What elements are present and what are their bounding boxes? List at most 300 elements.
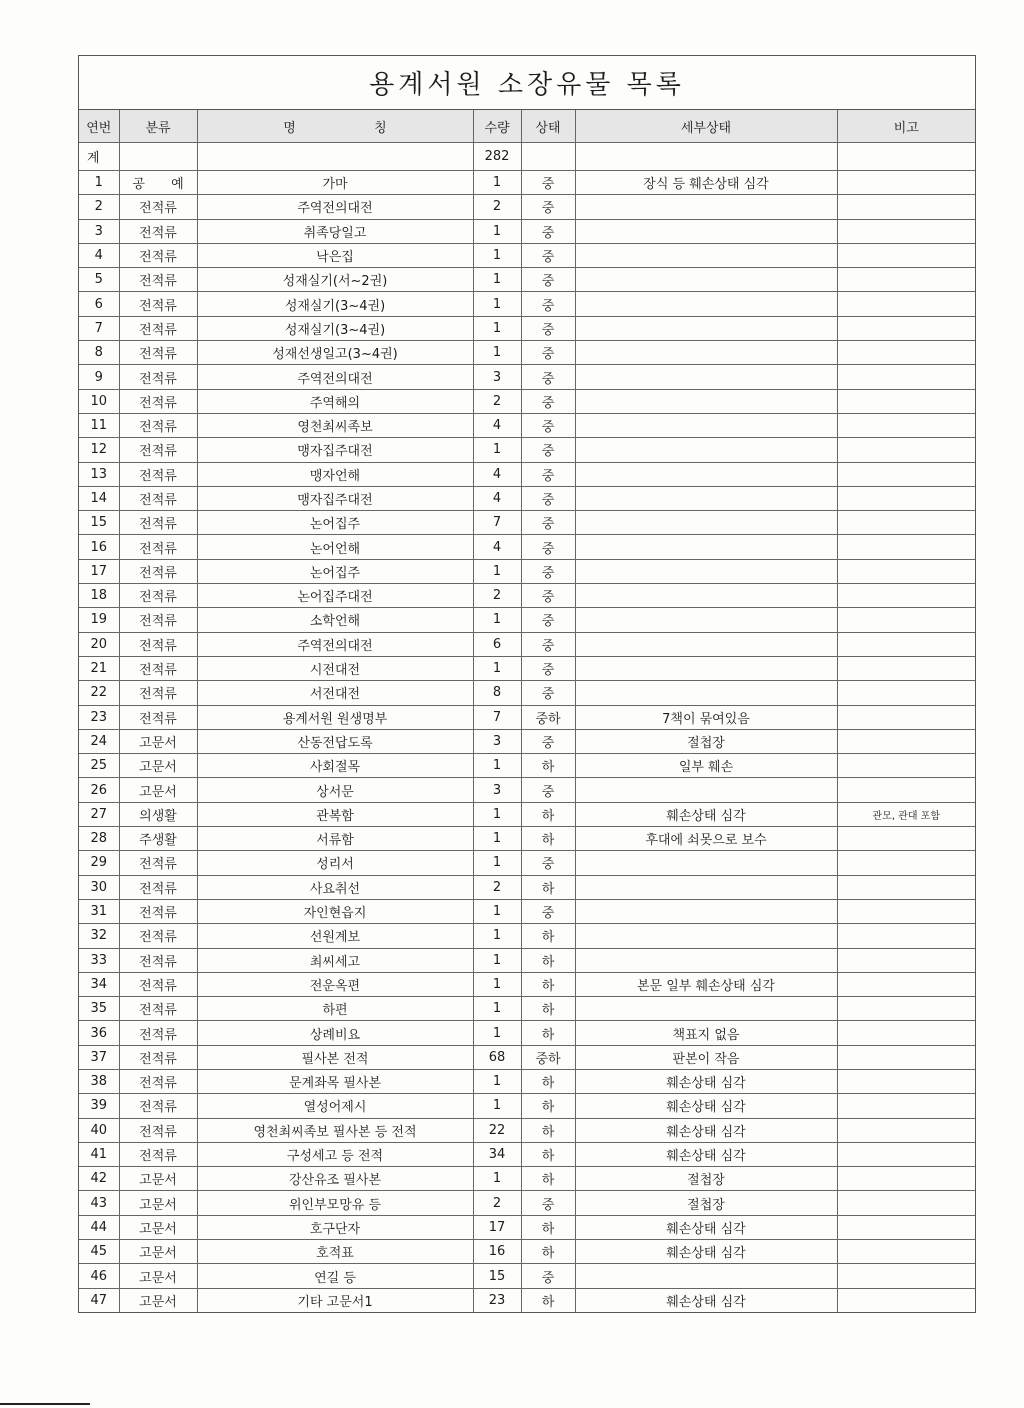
cell-state: 하	[521, 827, 575, 851]
cell-detail	[575, 462, 837, 486]
cell-category: 고문서	[119, 1264, 197, 1288]
cell-qty: 1	[473, 219, 521, 243]
cell-qty: 1	[473, 802, 521, 826]
cell-state: 중하	[521, 705, 575, 729]
cell-note	[837, 341, 975, 365]
cell-note	[837, 365, 975, 389]
cell-name: 성재실기(3~4권)	[197, 316, 473, 340]
cell-category: 전적류	[119, 632, 197, 656]
cell-note	[837, 219, 975, 243]
table-row	[79, 656, 975, 680]
cell-state: 중	[521, 195, 575, 219]
cell-state: 하	[521, 1215, 575, 1239]
cell-note	[837, 851, 975, 875]
header-name	[197, 110, 473, 143]
table-row	[79, 681, 975, 705]
cell-detail: 훼손상태 심각	[575, 1118, 837, 1142]
cell-note	[837, 705, 975, 729]
table-row	[79, 511, 975, 535]
table-row	[79, 292, 975, 316]
table-row	[79, 899, 975, 923]
cell-name: 열성어제시	[197, 1094, 473, 1118]
cell-detail: 본문 일부 훼손상태 심각	[575, 972, 837, 996]
cell-detail	[575, 924, 837, 948]
cell-detail	[575, 875, 837, 899]
cell-name: 관복함	[197, 802, 473, 826]
cell-note	[837, 195, 975, 219]
table-row	[79, 1118, 975, 1142]
cell-no: 39	[79, 1094, 119, 1118]
cell-state: 중	[521, 656, 575, 680]
scan-edge-mark	[0, 1403, 90, 1405]
cell-note	[837, 1118, 975, 1142]
cell-note	[837, 875, 975, 899]
cell-qty: 1	[473, 997, 521, 1021]
cell-qty: 17	[473, 1215, 521, 1239]
cell-detail: 7책이 묶여있음	[575, 705, 837, 729]
table-row	[79, 243, 975, 267]
cell-qty: 7	[473, 511, 521, 535]
cell-category: 전적류	[119, 924, 197, 948]
cell-name: 자인현읍지	[197, 899, 473, 923]
cell-category: 전적류	[119, 608, 197, 632]
cell-qty: 1	[473, 754, 521, 778]
table-row	[79, 559, 975, 583]
cell-qty: 4	[473, 462, 521, 486]
cell-note	[837, 1094, 975, 1118]
cell-state: 중	[521, 778, 575, 802]
cell-category: 전적류	[119, 972, 197, 996]
cell-qty: 1	[473, 656, 521, 680]
table-row	[79, 268, 975, 292]
table-row	[79, 486, 975, 510]
cell-qty: 1	[473, 1094, 521, 1118]
cell-qty: 1	[473, 438, 521, 462]
cell-detail	[575, 341, 837, 365]
document-title: 용계서원 소장유물 목록	[79, 56, 975, 110]
cell-state: 하	[521, 948, 575, 972]
cell-state: 중	[521, 535, 575, 559]
cell-state: 하	[521, 875, 575, 899]
cell-note: 관모, 관대 포함	[837, 802, 975, 826]
cell-note	[837, 389, 975, 413]
cell-detail	[575, 316, 837, 340]
cell-note	[837, 681, 975, 705]
cell-qty: 2	[473, 1191, 521, 1215]
cell-no: 26	[79, 778, 119, 802]
cell-qty: 1	[473, 1021, 521, 1045]
total-category	[119, 143, 197, 171]
cell-no: 7	[79, 316, 119, 340]
cell-no: 37	[79, 1045, 119, 1069]
cell-state: 중	[521, 341, 575, 365]
cell-no: 9	[79, 365, 119, 389]
total-detail	[575, 143, 837, 171]
cell-qty: 1	[473, 292, 521, 316]
cell-name: 낙은집	[197, 243, 473, 267]
cell-name: 연길 등	[197, 1264, 473, 1288]
cell-no: 20	[79, 632, 119, 656]
cell-name: 기타 고문서1	[197, 1288, 473, 1312]
cell-detail	[575, 268, 837, 292]
cell-qty: 34	[473, 1142, 521, 1166]
header-category: 분류	[119, 110, 197, 143]
cell-qty: 22	[473, 1118, 521, 1142]
cell-note	[837, 486, 975, 510]
cell-no: 2	[79, 195, 119, 219]
table-row	[79, 729, 975, 753]
cell-state: 중	[521, 219, 575, 243]
table-row	[79, 438, 975, 462]
cell-name: 맹자집주대전	[197, 486, 473, 510]
cell-category: 전적류	[119, 292, 197, 316]
cell-no: 46	[79, 1264, 119, 1288]
cell-name: 서전대전	[197, 681, 473, 705]
total-name	[197, 143, 473, 171]
cell-category: 전적류	[119, 1021, 197, 1045]
cell-note	[837, 1167, 975, 1191]
table-row	[79, 608, 975, 632]
cell-note	[837, 608, 975, 632]
cell-category: 전적류	[119, 875, 197, 899]
cell-detail	[575, 389, 837, 413]
cell-name: 영천최씨족보 필사본 등 전적	[197, 1118, 473, 1142]
cell-category: 전적류	[119, 559, 197, 583]
artifact-list-sheet	[78, 55, 976, 1313]
cell-detail	[575, 632, 837, 656]
cell-state: 중	[521, 171, 575, 195]
cell-category: 전적류	[119, 584, 197, 608]
cell-state: 하	[521, 1288, 575, 1312]
cell-name: 상서문	[197, 778, 473, 802]
cell-state: 중	[521, 1264, 575, 1288]
cell-qty: 1	[473, 341, 521, 365]
cell-name: 호구단자	[197, 1215, 473, 1239]
cell-category: 공 예	[119, 171, 197, 195]
cell-name: 맹자언해	[197, 462, 473, 486]
cell-no: 6	[79, 292, 119, 316]
cell-state: 하	[521, 1094, 575, 1118]
table-row	[79, 1142, 975, 1166]
table-row	[79, 535, 975, 559]
table-row	[79, 851, 975, 875]
table-row	[79, 413, 975, 437]
cell-detail: 절첩장	[575, 729, 837, 753]
cell-note	[837, 535, 975, 559]
cell-detail: 훼손상태 심각	[575, 1142, 837, 1166]
cell-no: 45	[79, 1240, 119, 1264]
cell-note	[837, 948, 975, 972]
cell-detail: 일부 훼손	[575, 754, 837, 778]
cell-category: 전적류	[119, 438, 197, 462]
cell-note	[837, 268, 975, 292]
cell-state: 중	[521, 365, 575, 389]
header-note: 비고	[837, 110, 975, 143]
cell-state: 중	[521, 899, 575, 923]
cell-state: 중	[521, 268, 575, 292]
cell-no: 28	[79, 827, 119, 851]
cell-name: 호적표	[197, 1240, 473, 1264]
cell-no: 30	[79, 875, 119, 899]
table-row	[79, 972, 975, 996]
cell-qty: 1	[473, 171, 521, 195]
cell-category: 전적류	[119, 413, 197, 437]
cell-detail	[575, 559, 837, 583]
table-row	[79, 997, 975, 1021]
cell-no: 42	[79, 1167, 119, 1191]
cell-state: 하	[521, 972, 575, 996]
cell-name: 선원계보	[197, 924, 473, 948]
cell-detail	[575, 365, 837, 389]
cell-name: 논어집주대전	[197, 584, 473, 608]
cell-state: 중	[521, 292, 575, 316]
cell-name: 영천최씨족보	[197, 413, 473, 437]
table-row	[79, 924, 975, 948]
cell-name: 서류함	[197, 827, 473, 851]
table-row	[79, 341, 975, 365]
cell-category: 전적류	[119, 462, 197, 486]
header-name-part-a: 명	[283, 120, 296, 136]
cell-no: 31	[79, 899, 119, 923]
header-qty: 수량	[473, 110, 521, 143]
cell-name: 취족당일고	[197, 219, 473, 243]
cell-category: 전적류	[119, 656, 197, 680]
total-row	[79, 143, 975, 171]
cell-no: 18	[79, 584, 119, 608]
cell-detail: 훼손상태 심각	[575, 802, 837, 826]
cell-detail	[575, 413, 837, 437]
total-state	[521, 143, 575, 171]
cell-state: 중	[521, 511, 575, 535]
cell-detail: 책표지 없음	[575, 1021, 837, 1045]
cell-note	[837, 778, 975, 802]
table-row	[79, 1045, 975, 1069]
cell-detail: 절첩장	[575, 1191, 837, 1215]
cell-note	[837, 632, 975, 656]
cell-name: 시전대전	[197, 656, 473, 680]
table-row	[79, 316, 975, 340]
cell-no: 25	[79, 754, 119, 778]
cell-state: 중	[521, 438, 575, 462]
cell-state: 중	[521, 851, 575, 875]
cell-qty: 68	[473, 1045, 521, 1069]
cell-name: 최씨세고	[197, 948, 473, 972]
cell-no: 17	[79, 559, 119, 583]
cell-detail	[575, 438, 837, 462]
cell-no: 12	[79, 438, 119, 462]
cell-category: 전적류	[119, 1069, 197, 1093]
table-row	[79, 1215, 975, 1239]
cell-qty: 3	[473, 778, 521, 802]
cell-qty: 3	[473, 365, 521, 389]
header-name-part-b: 칭	[374, 120, 387, 136]
cell-state: 하	[521, 1167, 575, 1191]
cell-state: 중	[521, 584, 575, 608]
total-note	[837, 143, 975, 171]
cell-name: 주역전의대전	[197, 195, 473, 219]
cell-no: 23	[79, 705, 119, 729]
cell-category: 고문서	[119, 1288, 197, 1312]
cell-qty: 1	[473, 851, 521, 875]
cell-qty: 1	[473, 924, 521, 948]
table-row	[79, 1069, 975, 1093]
cell-no: 3	[79, 219, 119, 243]
cell-note	[837, 413, 975, 437]
cell-category: 전적류	[119, 365, 197, 389]
cell-qty: 6	[473, 632, 521, 656]
cell-name: 맹자집주대전	[197, 438, 473, 462]
cell-no: 36	[79, 1021, 119, 1045]
cell-name: 소학언해	[197, 608, 473, 632]
cell-category: 전적류	[119, 899, 197, 923]
table-row	[79, 195, 975, 219]
cell-detail: 절첩장	[575, 1167, 837, 1191]
cell-qty: 2	[473, 389, 521, 413]
cell-name: 구성세고 등 전적	[197, 1142, 473, 1166]
cell-name: 주역전의대전	[197, 632, 473, 656]
cell-category: 전적류	[119, 268, 197, 292]
cell-qty: 2	[473, 195, 521, 219]
cell-state: 중	[521, 462, 575, 486]
cell-detail	[575, 1264, 837, 1288]
table-row	[79, 948, 975, 972]
cell-state: 중	[521, 559, 575, 583]
cell-state: 중	[521, 243, 575, 267]
cell-category: 전적류	[119, 681, 197, 705]
cell-no: 4	[79, 243, 119, 267]
cell-no: 24	[79, 729, 119, 753]
cell-note	[837, 511, 975, 535]
cell-no: 21	[79, 656, 119, 680]
cell-note	[837, 316, 975, 340]
cell-note	[837, 656, 975, 680]
cell-note	[837, 292, 975, 316]
cell-state: 중	[521, 389, 575, 413]
cell-detail	[575, 778, 837, 802]
cell-detail: 훼손상태 심각	[575, 1215, 837, 1239]
cell-no: 44	[79, 1215, 119, 1239]
cell-category: 전적류	[119, 535, 197, 559]
cell-no: 29	[79, 851, 119, 875]
cell-note	[837, 1215, 975, 1239]
cell-state: 하	[521, 997, 575, 1021]
cell-category: 전적류	[119, 486, 197, 510]
cell-name: 상례비요	[197, 1021, 473, 1045]
cell-state: 중	[521, 681, 575, 705]
cell-state: 중	[521, 486, 575, 510]
cell-detail	[575, 681, 837, 705]
cell-detail: 후대에 쇠못으로 보수	[575, 827, 837, 851]
cell-name: 성리서	[197, 851, 473, 875]
cell-state: 하	[521, 1021, 575, 1045]
cell-note	[837, 729, 975, 753]
cell-note	[837, 1264, 975, 1288]
table-row	[79, 875, 975, 899]
cell-state: 중	[521, 316, 575, 340]
total-label: 계	[79, 143, 119, 171]
cell-no: 11	[79, 413, 119, 437]
cell-note	[837, 243, 975, 267]
cell-state: 하	[521, 802, 575, 826]
cell-detail: 장식 등 훼손상태 심각	[575, 171, 837, 195]
cell-detail	[575, 656, 837, 680]
cell-qty: 1	[473, 243, 521, 267]
cell-state: 중	[521, 632, 575, 656]
cell-category: 전적류	[119, 511, 197, 535]
cell-no: 22	[79, 681, 119, 705]
total-qty: 282	[473, 143, 521, 171]
cell-qty: 4	[473, 413, 521, 437]
header-no: 연번	[79, 110, 119, 143]
cell-category: 전적류	[119, 948, 197, 972]
cell-state: 중	[521, 1191, 575, 1215]
cell-name: 주역전의대전	[197, 365, 473, 389]
table-row	[79, 754, 975, 778]
cell-qty: 1	[473, 559, 521, 583]
cell-detail	[575, 219, 837, 243]
cell-qty: 1	[473, 608, 521, 632]
artifact-table	[79, 110, 975, 1312]
cell-no: 34	[79, 972, 119, 996]
cell-state: 하	[521, 1118, 575, 1142]
cell-no: 32	[79, 924, 119, 948]
cell-detail	[575, 851, 837, 875]
cell-detail	[575, 899, 837, 923]
cell-category: 전적류	[119, 997, 197, 1021]
cell-no: 5	[79, 268, 119, 292]
header-row	[79, 110, 975, 143]
table-row	[79, 1288, 975, 1312]
table-row	[79, 632, 975, 656]
cell-name: 하편	[197, 997, 473, 1021]
cell-category: 전적류	[119, 1045, 197, 1069]
cell-qty: 1	[473, 972, 521, 996]
table-row	[79, 219, 975, 243]
table-row	[79, 365, 975, 389]
cell-name: 문계좌목 필사본	[197, 1069, 473, 1093]
cell-qty: 2	[473, 875, 521, 899]
cell-category: 전적류	[119, 316, 197, 340]
cell-note	[837, 171, 975, 195]
cell-state: 하	[521, 1240, 575, 1264]
table-row	[79, 1021, 975, 1045]
table-row	[79, 705, 975, 729]
cell-no: 15	[79, 511, 119, 535]
cell-qty: 4	[473, 535, 521, 559]
cell-detail	[575, 584, 837, 608]
cell-no: 27	[79, 802, 119, 826]
cell-qty: 1	[473, 899, 521, 923]
cell-state: 중	[521, 413, 575, 437]
cell-category: 전적류	[119, 341, 197, 365]
cell-detail	[575, 608, 837, 632]
cell-state: 하	[521, 924, 575, 948]
cell-note	[837, 1021, 975, 1045]
table-row	[79, 1264, 975, 1288]
cell-category: 전적류	[119, 243, 197, 267]
header-detail: 세부상태	[575, 110, 837, 143]
cell-no: 41	[79, 1142, 119, 1166]
cell-state: 중	[521, 608, 575, 632]
cell-name: 논어언해	[197, 535, 473, 559]
cell-category: 전적류	[119, 1094, 197, 1118]
cell-no: 47	[79, 1288, 119, 1312]
cell-qty: 15	[473, 1264, 521, 1288]
cell-note	[837, 827, 975, 851]
cell-category: 고문서	[119, 1191, 197, 1215]
table-row	[79, 778, 975, 802]
cell-note	[837, 462, 975, 486]
